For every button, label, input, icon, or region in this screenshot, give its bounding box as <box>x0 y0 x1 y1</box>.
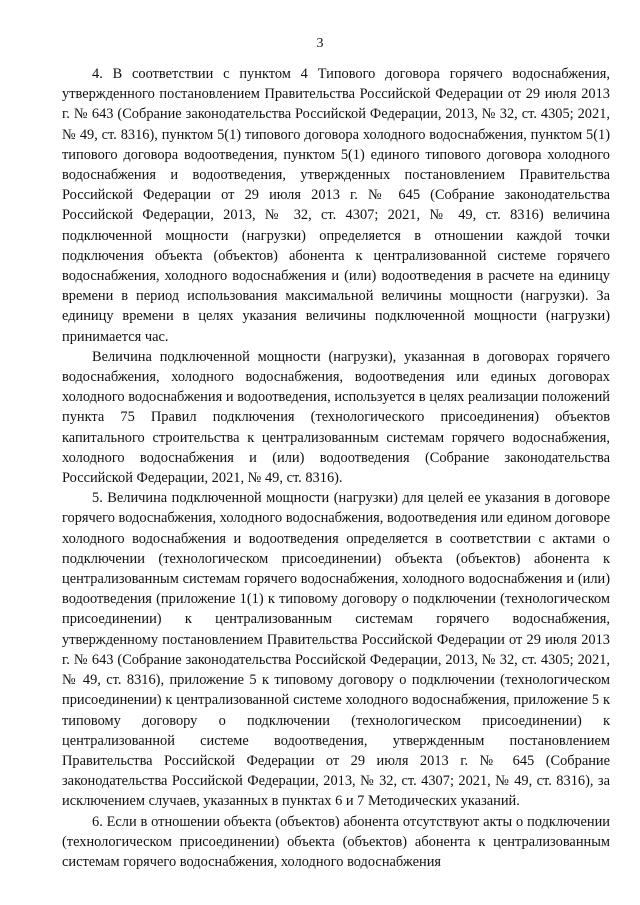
document-body <box>62 64 610 872</box>
paragraph-connected-load-usage: Величина подключенной мощности (нагрузки), указанная в договорах горячего водоснабжения, холодного водоснабжения, водоотведения или единых договорах холодного водоснабжения и водоотведения, используется в целях реализации положений пункта 75 Правил подключения (технологического присоединения) объектов капитального строительства к централизованным системам горячего водоснабжения, холодного водоснабжения и (или) водоотведения (Собрание законодательства Российской Федерации, 2021, № 49, ст. 8316). <box>62 348 610 487</box>
page-number: 3 <box>316 36 324 51</box>
paragraph-item-4: 4. В соответствии с пунктом 4 Типового договора горячего водоснабжения, утвержденного постановлением Правительства Российской Федерации от 29 июля 2013 г. № 643 (Собрание законодательства Российской Федерации, 2013, № 32, ст. 4305; 2021, № 49, ст. 8316), пунктом 5(1) типового договора холодного водоснабжения, пунктом 5(1) типового договора водоотведения, пунктом 5(1) единого типового договора холодного водоснабжения и водоотведения, утвержденных постановлением Правительства Российской Федерации от 29 июля 2013 г. № 645 (Собрание законодательства Российской Федерации, 2013, № 32, ст. 4307; 2021, № 49, ст. 8316) величина подключенной мощности (нагрузки) определяется в отношении каждой точки подключения объекта (объектов) абонента к централизованной системе горячего водоснабжения, холодного водоснабжения и (или) водоотведения в расчете на единицу времени в период использования максимальной величины мощности (нагрузки). За единицу времени в целях указания величины подключенной мощности (нагрузки) принимается час. <box>62 66 610 345</box>
paragraph-item-5: 5. Величина подключенной мощности (нагрузки) для целей ее указания в договоре горячего водоснабжения, холодного водоснабжения, водоотведения или едином договоре холодного водоснабжения и водоотведения определяется в соответствии с актами о подключении (технологическом присоединении) объекта (объектов) абонента к централизованным системам горячего водоснабжения, холодного водоснабжения и (или) водоотведения (приложение 1(1) к типовому договору о подключении (технологическом присоединении) к централизованным системам горячего водоснабжения, утвержденному постановлением Правительства Российской Федерации от 29 июля 2013 г. № 643 (Собрание законодательства Российской Федерации, 2013, № 32, ст. 4305; 2021, № 49, ст. 8316), приложение 5 к типовому договору о подключении (технологическом присоединении) к централизованной системе холодного водоснабжения, приложение 5 к типовому договору о подключении (технологическом присоединении) к централизованной системе водоотведения, утвержденным постановлением Правительства Российской Федерации от 29 июля 2013 г. № 645 (Собрание законодательства Российской Федерации, 2013, № 32, ст. 4307; 2021, № 49, ст. 8316), за исключением случаев, указанных в пунктах 6 и 7 Методических указаний. <box>62 490 610 810</box>
paragraph-item-6: 6. Если в отношении объекта (объектов) абонента отсутствуют акты о подключении (технологическом присоединении) объекта (объектов) абонента к централизованным системам горячего водоснабжения, холодного водоснабжения <box>62 813 610 870</box>
